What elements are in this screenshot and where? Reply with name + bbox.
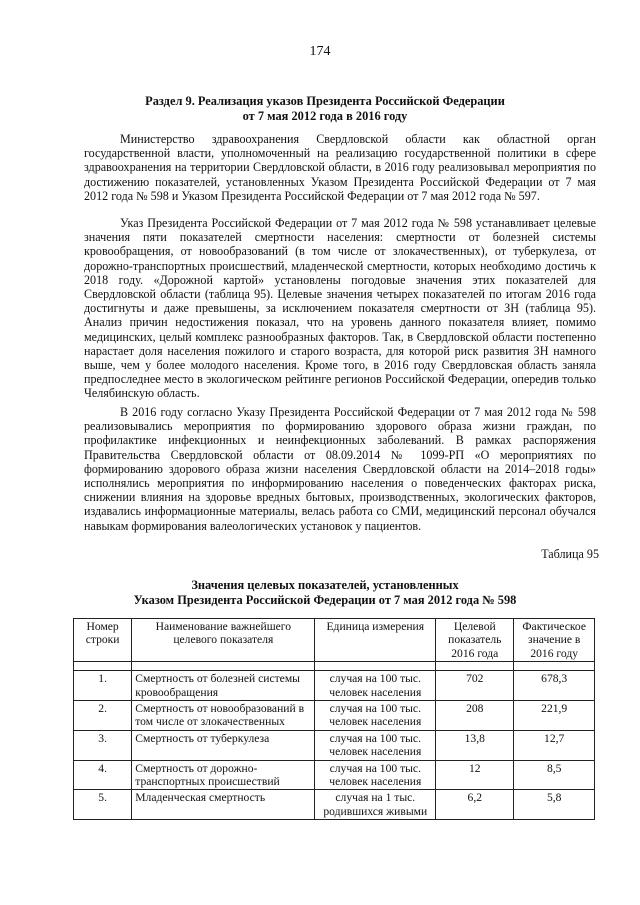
paragraph-2-text: Указ Президента Российской Федерации от 7 мая 2012 года № 598 устанавливает целевые значения пяти показателей смертности населения: смертности от болезней системы кровообращения, от новообразований (в том числе от злокачественных), от туберкулеза, от дорожно-транспортных происшествий, младенческой смертности, которых необходимо достичь к 2018 году. «Дорожной картой» установлены погодовые значения этих показателей для Свердловской области (таблица 95). Целевые значения четырех показателей по итогам 2016 года достигнуты и даже превышены, за исключением показателя смертности от ЗН (таблица 95). Анализ причин недостижения показал, что на уровень данного показателя влияет, помимо медицинских, целый комплекс разнообразных факторов. Так, в Свердловской области постепенно нарастает доля населения пожилого и старого возраста, для которой риск развития ЗН намного выше, чем у более молодого населения. Кроме того, в 2016 году Свердловская область заняла предпоследнее место в экологическом рейтинге регионов Российской Федерации, опередив только Челябинскую область.: [84, 216, 596, 401]
row-name: Младенческая смертность: [132, 790, 315, 820]
row-name: Смертность от дорожно-транспортных происшествий: [132, 760, 315, 790]
row-unit: случая на 100 тыс. человек населения: [315, 730, 436, 760]
header-unit: Единица измерения: [315, 619, 436, 662]
header-name: Наименование важнейшего целевого показателя: [132, 619, 315, 662]
header-actual: Фактическое значение в 2016 году: [514, 619, 595, 662]
row-name: Смертность от туберкулеза: [132, 730, 315, 760]
header-num: Номер строки: [74, 619, 132, 662]
paragraph-1: [84, 132, 596, 203]
row-unit: случая на 100 тыс. человек населения: [315, 671, 436, 701]
header-target: Целевой показатель 2016 года: [436, 619, 514, 662]
row-num: 5.: [74, 790, 132, 820]
row-target: 12: [436, 760, 514, 790]
table-row: [74, 790, 595, 820]
row-name: Смертность от болезней системы кровообращения: [132, 671, 315, 701]
row-actual: 678,3: [514, 671, 595, 701]
row-target: 6,2: [436, 790, 514, 820]
table-caption-line-1: Значения целевых показателей, установленных: [191, 578, 459, 592]
paragraph-2: [84, 216, 596, 401]
table-label: Таблица 95: [541, 547, 599, 561]
paragraph-1-text: Министерство здравоохранения Свердловской области как областной орган государственной власти, уполномоченный на реализацию государственной политики в сфере здравоохранения на территории Свердловской области, в 2016 году реализовывал мероприятия по достижению показателей, установленных Указом Президента Российской Федерации от 7 мая 2012 года № 598 и Указом Президента Российской Федерации от 7 мая 2012 года № 597.: [84, 132, 596, 203]
paragraph-3-text: В 2016 году согласно Указу Президента Российской Федерации от 7 мая 2012 года № 598 реализовывались мероприятия по формированию здорового образа жизни граждан, по профилактике инфекционных и неинфекционных заболеваний. В рамках распоряжения Правительства Свердловской области от 08.09.2014 № 1099-РП «О мероприятиях по формированию здорового образа жизни населения Свердловской области на 2014–2018 годы» исполнялись мероприятия по информированию населения о поведенческих факторах риска, снижении влияния на здоровье вредных бытовых, производственных, экологических факторов, издавались информационные материалы, велась работа со СМИ, медицинский персонал обучался навыкам формирования валеологических установок у пациентов.: [84, 405, 596, 533]
row-unit: случая на 1 тыс. родившихся живыми: [315, 790, 436, 820]
row-unit: случая на 100 тыс. человек населения: [315, 701, 436, 731]
table-row: [74, 760, 595, 790]
row-num: 3.: [74, 730, 132, 760]
table-row: [74, 730, 595, 760]
section-title: [100, 94, 550, 124]
table-separator-row: [74, 662, 595, 671]
row-num: 4.: [74, 760, 132, 790]
paragraph-3: [84, 405, 596, 533]
section-title-line-1: Раздел 9. Реализация указов Президента Российской Федерации: [145, 94, 505, 108]
table-row: [74, 671, 595, 701]
page-number: 174: [309, 44, 331, 59]
row-actual: 5,8: [514, 790, 595, 820]
row-target: 702: [436, 671, 514, 701]
row-name: Смертность от новообразований в том числе от злокачественных: [132, 701, 315, 731]
indicators-table: [73, 618, 595, 820]
row-target: 208: [436, 701, 514, 731]
section-title-line-2: от 7 мая 2012 года в 2016 году: [242, 109, 408, 123]
row-num: 2.: [74, 701, 132, 731]
row-unit: случая на 100 тыс. человек населения: [315, 760, 436, 790]
row-target: 13,8: [436, 730, 514, 760]
row-actual: 221,9: [514, 701, 595, 731]
row-num: 1.: [74, 671, 132, 701]
row-actual: 12,7: [514, 730, 595, 760]
row-actual: 8,5: [514, 760, 595, 790]
table-header-row: [74, 619, 595, 662]
table-row: [74, 701, 595, 731]
table-caption: [100, 578, 550, 608]
table-caption-line-2: Указом Президента Российской Федерации от 7 мая 2012 года № 598: [133, 593, 517, 607]
